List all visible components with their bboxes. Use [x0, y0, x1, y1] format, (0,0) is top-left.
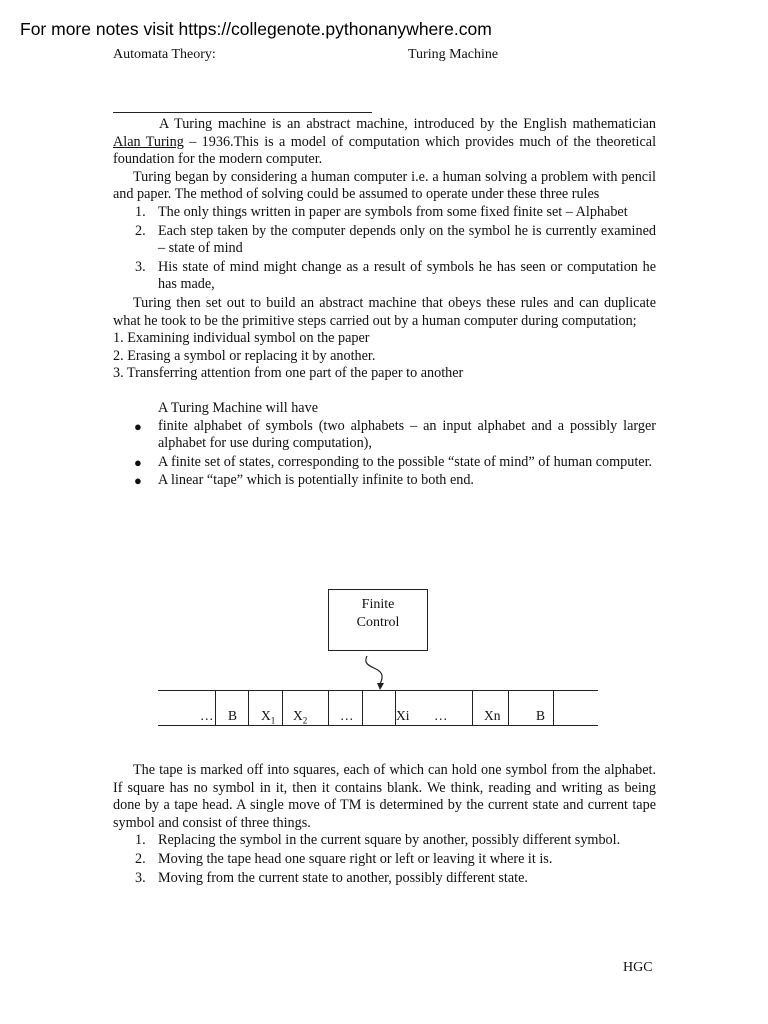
finite-control-box — [328, 589, 428, 651]
list-number: 2. — [135, 850, 146, 867]
list-text: finite alphabet of symbols (two alphabets – an input alphabet and a possibly larger alphabet for use during computation), — [158, 417, 656, 452]
moves-list — [113, 832, 656, 887]
tape-divider — [248, 691, 249, 725]
list-item — [113, 851, 656, 869]
document-body-bottom — [113, 762, 656, 888]
tape-cell-ellipsis: … — [340, 708, 354, 723]
turing-paragraph: Turing began by considering a human computer i.e. a human solving a problem with pencil and paper. The method of solving could be assumed to operate under these three rules — [113, 168, 656, 203]
tape-divider — [472, 691, 473, 725]
tape-head-arrow-icon — [360, 654, 400, 692]
header-rule — [113, 112, 372, 113]
list-number: 2. — [135, 222, 146, 239]
machine-paragraph: Turing then set out to build an abstract machine that obeys these rules and can duplicate what he took to be the primitive steps carried out by a human computer during computation; — [113, 294, 656, 329]
list-number: 1. — [135, 203, 146, 220]
bullet-icon: ● — [134, 418, 142, 434]
header-course: Automata Theory: — [113, 47, 216, 62]
tape-cell-xi: Xi — [396, 708, 410, 723]
bullet-list — [113, 418, 656, 490]
list-item — [113, 454, 656, 472]
intro-text-a: A Turing machine is an abstract machine, introduced by the English mathematician — [159, 116, 656, 132]
list-item — [113, 418, 656, 453]
tape — [158, 690, 598, 726]
source-banner: For more notes visit https://collegenote.pythonanywhere.com — [20, 19, 492, 39]
footer-initials: HGC — [623, 960, 653, 975]
steps-list — [113, 330, 656, 383]
list-text: Each step taken by the computer depends only on the symbol he is currently examined – state of mind — [158, 222, 656, 257]
bullet-icon: ● — [134, 473, 142, 489]
list-item: 1. Examining individual symbol on the paper — [113, 330, 370, 347]
document-body-top — [113, 116, 656, 491]
list-text: Moving from the current state to another, possibly different state. — [158, 869, 528, 886]
tape-paragraph: The tape is marked off into squares, each of which can hold one symbol from the alphabet. If square has no symbol in it, then it contains blank. We think, reading and writing as being done by a tape head. A single move of TM is determined by the current state and current tape symbol and consist of three things. — [113, 762, 656, 831]
finite-control-label-2: Control — [356, 615, 400, 630]
symbol: X — [293, 708, 303, 723]
tape-cell-ellipsis: … — [434, 708, 448, 723]
tape-cell-blank: B — [228, 708, 238, 723]
person-name: Alan Turing — [113, 133, 184, 150]
list-item — [113, 870, 656, 888]
list-number: 1. — [135, 832, 146, 849]
tape-divider — [328, 691, 329, 725]
list-item — [113, 204, 656, 222]
finite-control-label-1: Finite — [361, 597, 395, 612]
list-text: A linear “tape” which is potentially infinite to both end. — [158, 472, 474, 489]
list-number: 3. — [135, 869, 146, 886]
tape-cell-blank: B — [536, 708, 546, 723]
list-text: His state of mind might change as a result of symbols he has seen or computation he has made, — [158, 258, 656, 293]
rules-list — [113, 204, 656, 294]
list-item — [113, 223, 656, 258]
tape-divider — [362, 691, 363, 725]
tape-cell-ellipsis: … — [200, 708, 214, 723]
list-number: 3. — [135, 258, 146, 275]
list-text: Moving the tape head one square right or left or leaving it where it is. — [158, 850, 553, 867]
tape-cell-x1 — [261, 708, 275, 726]
list-text: A finite set of states, corresponding to the possible “state of mind” of human computer. — [158, 453, 653, 470]
list-text: The only things written in paper are symbols from some fixed finite set – Alphabet — [158, 203, 628, 220]
list-item — [113, 259, 656, 294]
tape-cell-xn: Xn — [484, 708, 501, 723]
tape-divider — [215, 691, 216, 725]
list-text: Replacing the symbol in the current square by another, possibly different symbol. — [158, 832, 621, 849]
tape-cell-x2 — [293, 708, 307, 726]
page-header — [113, 47, 656, 63]
subscript: 2 — [302, 715, 308, 726]
intro-text-b: – 1936.This is a model of computation which provides much of the theoretical foundation for the modern computer. — [113, 133, 657, 168]
symbol: X — [261, 708, 271, 723]
bullet-icon: ● — [134, 454, 142, 470]
list-item — [113, 472, 656, 490]
subscript: 1 — [270, 715, 276, 726]
tape-divider — [282, 691, 283, 725]
header-topic: Turing Machine — [408, 47, 499, 62]
list-item — [113, 832, 656, 850]
intro-paragraph — [113, 116, 656, 169]
tape-divider — [553, 691, 554, 725]
tm-intro: A Turing Machine will have — [158, 399, 318, 416]
tape-divider — [508, 691, 509, 725]
list-item: 3. Transferring attention from one part of the paper to another — [113, 365, 464, 382]
list-item: 2. Erasing a symbol or replacing it by another. — [113, 347, 376, 364]
